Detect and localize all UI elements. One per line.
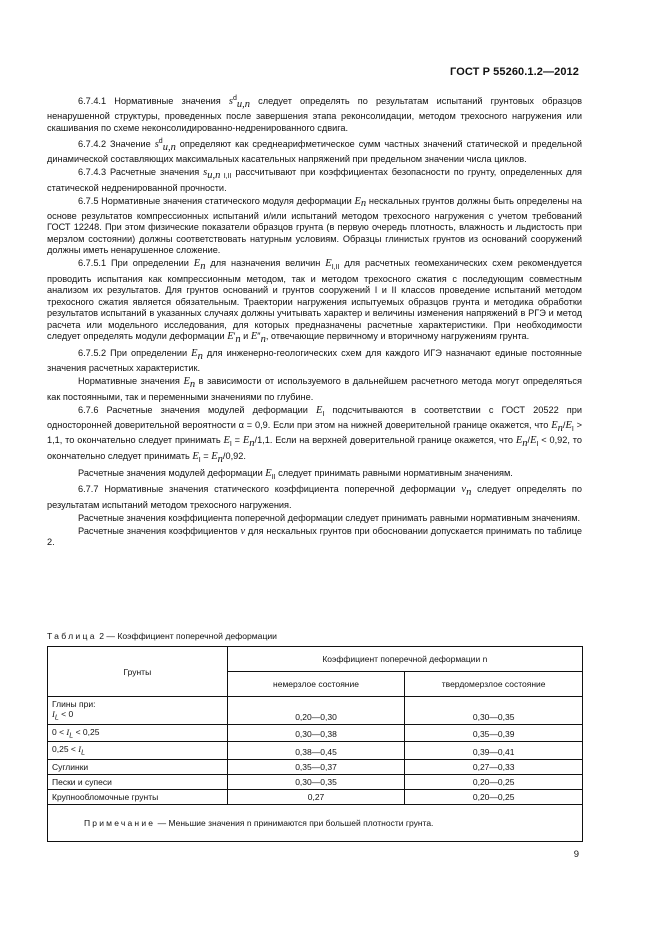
header-unfrozen: немерзлое состояние [227, 672, 405, 697]
unfrozen-cell: 0,35—0,37 [227, 760, 405, 775]
frozen-cell: 0,35—0,39 [405, 724, 583, 742]
unfrozen-cell: 0,30—0,35 [227, 775, 405, 790]
soil-cell: $0 < I_L < 0,25$ [48, 724, 228, 742]
unfrozen-cell: 0,30—0,38 [227, 724, 405, 742]
body-text [47, 93, 582, 550]
table-header-row [48, 647, 583, 672]
soil-cell: $0,25 < I_L$ [48, 742, 228, 760]
frozen-cell: 0,39—0,41 [405, 742, 583, 760]
table-note: Примечание — Меньшие значения n принимаются при большей плотности грунта. [48, 805, 583, 842]
paragraph-6-7-5: 6.7.5 Нормативные значения статического модуля деформации $E_n$ нескальных грунтов должны быть определены на основе результатов компрессионных испытаний и/или испытаний методом трехосного нагружения с учетом требований ГОСТ 12248. При этом физические показатели образцов грунта (в первую очередь плотность, влажность и льдистость при мерзлом состоянии) должны соответствовать натурным условиям. Образцы глинистых грунтов из оснований сооружений должны иметь ненарушенное сложение. [47, 195, 582, 256]
table-row [48, 697, 583, 725]
frozen-cell: 0,20—0,25 [405, 790, 583, 805]
frozen-cell: 0,30—0,35 [405, 697, 583, 725]
unfrozen-cell: 0,27 [227, 790, 405, 805]
paragraph-6-7-5-1: 6.7.5.1 При определении $E_n$ для назначения величин $E_{I,II}$ для расчетных геомеханических схем рекомендуется проводить испытания как компрессионным методом, так и методом трехосного сжатия с последующим совместным анализом их результатов. Для грунтов оснований и грунтов сооружений I и II классов проведение испытаний методом трехосного сжатия является обязательным. Траектории нагружения испытуемых образцов грунта и методика обработки результатов испытаний в указанных случаях должны учитывать характер и величины изменения напряжений в РГЭ и метод расчета или модельного исследования, для которых предназначены расчетные характеристики. При необходимости следует определять модули деформации $E'_n$ и $E''_n$, отвечающие первичному и вторичному нагружениям грунта. [47, 258, 582, 346]
paragraph-6-7-7: 6.7.7 Нормативные значения статического коэффициента поперечной деформации $\nu_n$ следует определять по результатам испытаний методом трехосного нагружения. [47, 484, 582, 510]
frozen-cell: 0,27—0,33 [405, 760, 583, 775]
poisson-ratio-table [47, 646, 583, 842]
paragraph-6-7-5-2: 6.7.5.2 При определении $E_n$ для инженерно-геологических схем для каждого ИГЭ назначают единые постоянные значения расчетных характеристик. [47, 348, 582, 374]
soil-cell: Глины при: $I_L < 0$ [48, 697, 228, 725]
paragraph-6-7-4-2: 6.7.4.2 Значение $s^d_{u,n}$ определяют как среднеарифметическое сумм частных значений статической и предельной динамической составляющих максимальных касательных напряжений при предельном значении числа циклов. [47, 137, 582, 165]
table-row [48, 790, 583, 805]
page-number: 9 [573, 849, 579, 860]
soil-cell: Пески и супеси [48, 775, 228, 790]
paragraph-design-moduli: Расчетные значения модулей деформации $E_{II}$ следует принимать равными нормативным значениям. [78, 467, 513, 481]
unfrozen-cell: 0,20—0,30 [227, 697, 405, 725]
table-row [48, 760, 583, 775]
paragraph-table-reference: Расчетные значения коэффициентов ν для нескальных грунтов при обосновании допускается принимать по таблице 2. [47, 525, 582, 548]
table-row [48, 742, 583, 760]
paragraph-6-7-4-3: 6.7.4.3 Расчетные значения $s_{u,n I,II}$ рассчитывают при коэффициентах безопасности по грунту, определенных для статической недренированной прочности. [47, 167, 582, 193]
soil-cell: Крупнообломочные грунты [48, 790, 228, 805]
table-note-row [48, 805, 583, 842]
header-soils: Грунты [48, 647, 228, 697]
document-header: ГОСТ Р 55260.1.2—2012 [450, 66, 579, 78]
table-row [48, 775, 583, 790]
paragraph-6-7-4-1: 6.7.4.1 Нормативные значения $s^d_{u,n}$ следует определять по результатам испытаний грунтовых образцов ненарушенной структуры, проведенных после завершения этапа реконсолидации, методом трехосного нагружения или скашивания по схеме неконсолидированно-недренированного сдвига. [47, 95, 582, 133]
table-row [48, 724, 583, 742]
unfrozen-cell: 0,38—0,45 [227, 742, 405, 760]
paragraph-normative-values: Нормативные значения $E_n$ в зависимости от используемого в дальнейшем расчетного метода могут определяться как постоянными, так и переменными значениями по глубине. [47, 376, 582, 402]
paragraph-design-poisson: Расчетные значения коэффициента поперечной деформации следует принимать равными нормативным значениям. [78, 512, 581, 523]
frozen-cell: 0,20—0,25 [405, 775, 583, 790]
table-caption: Таблица 2 — Коэффициент поперечной деформации [47, 631, 277, 641]
soil-cell: Суглинки [48, 760, 228, 775]
header-coefficient: Коэффициент поперечной деформации n [227, 647, 582, 672]
paragraph-6-7-6: 6.7.6 Расчетные значения модулей деформации $E_I$ подсчитываются в соответствии с ГОСТ 20522 при односторонней доверительной вероятности α = 0,9. Если при этом на нижней доверительной границе окажется, что $E_n/E_I > 1,1$, то окончательно следует принимать $E_I = E_n/1,1$. Если на верхней доверительной границе окажется, что $E_n/E_I < 0,92$, то окончательно следует принимать $E_I = E_n/0,92$. [47, 404, 583, 465]
header-frozen: твердомерзлое состояние [405, 672, 583, 697]
